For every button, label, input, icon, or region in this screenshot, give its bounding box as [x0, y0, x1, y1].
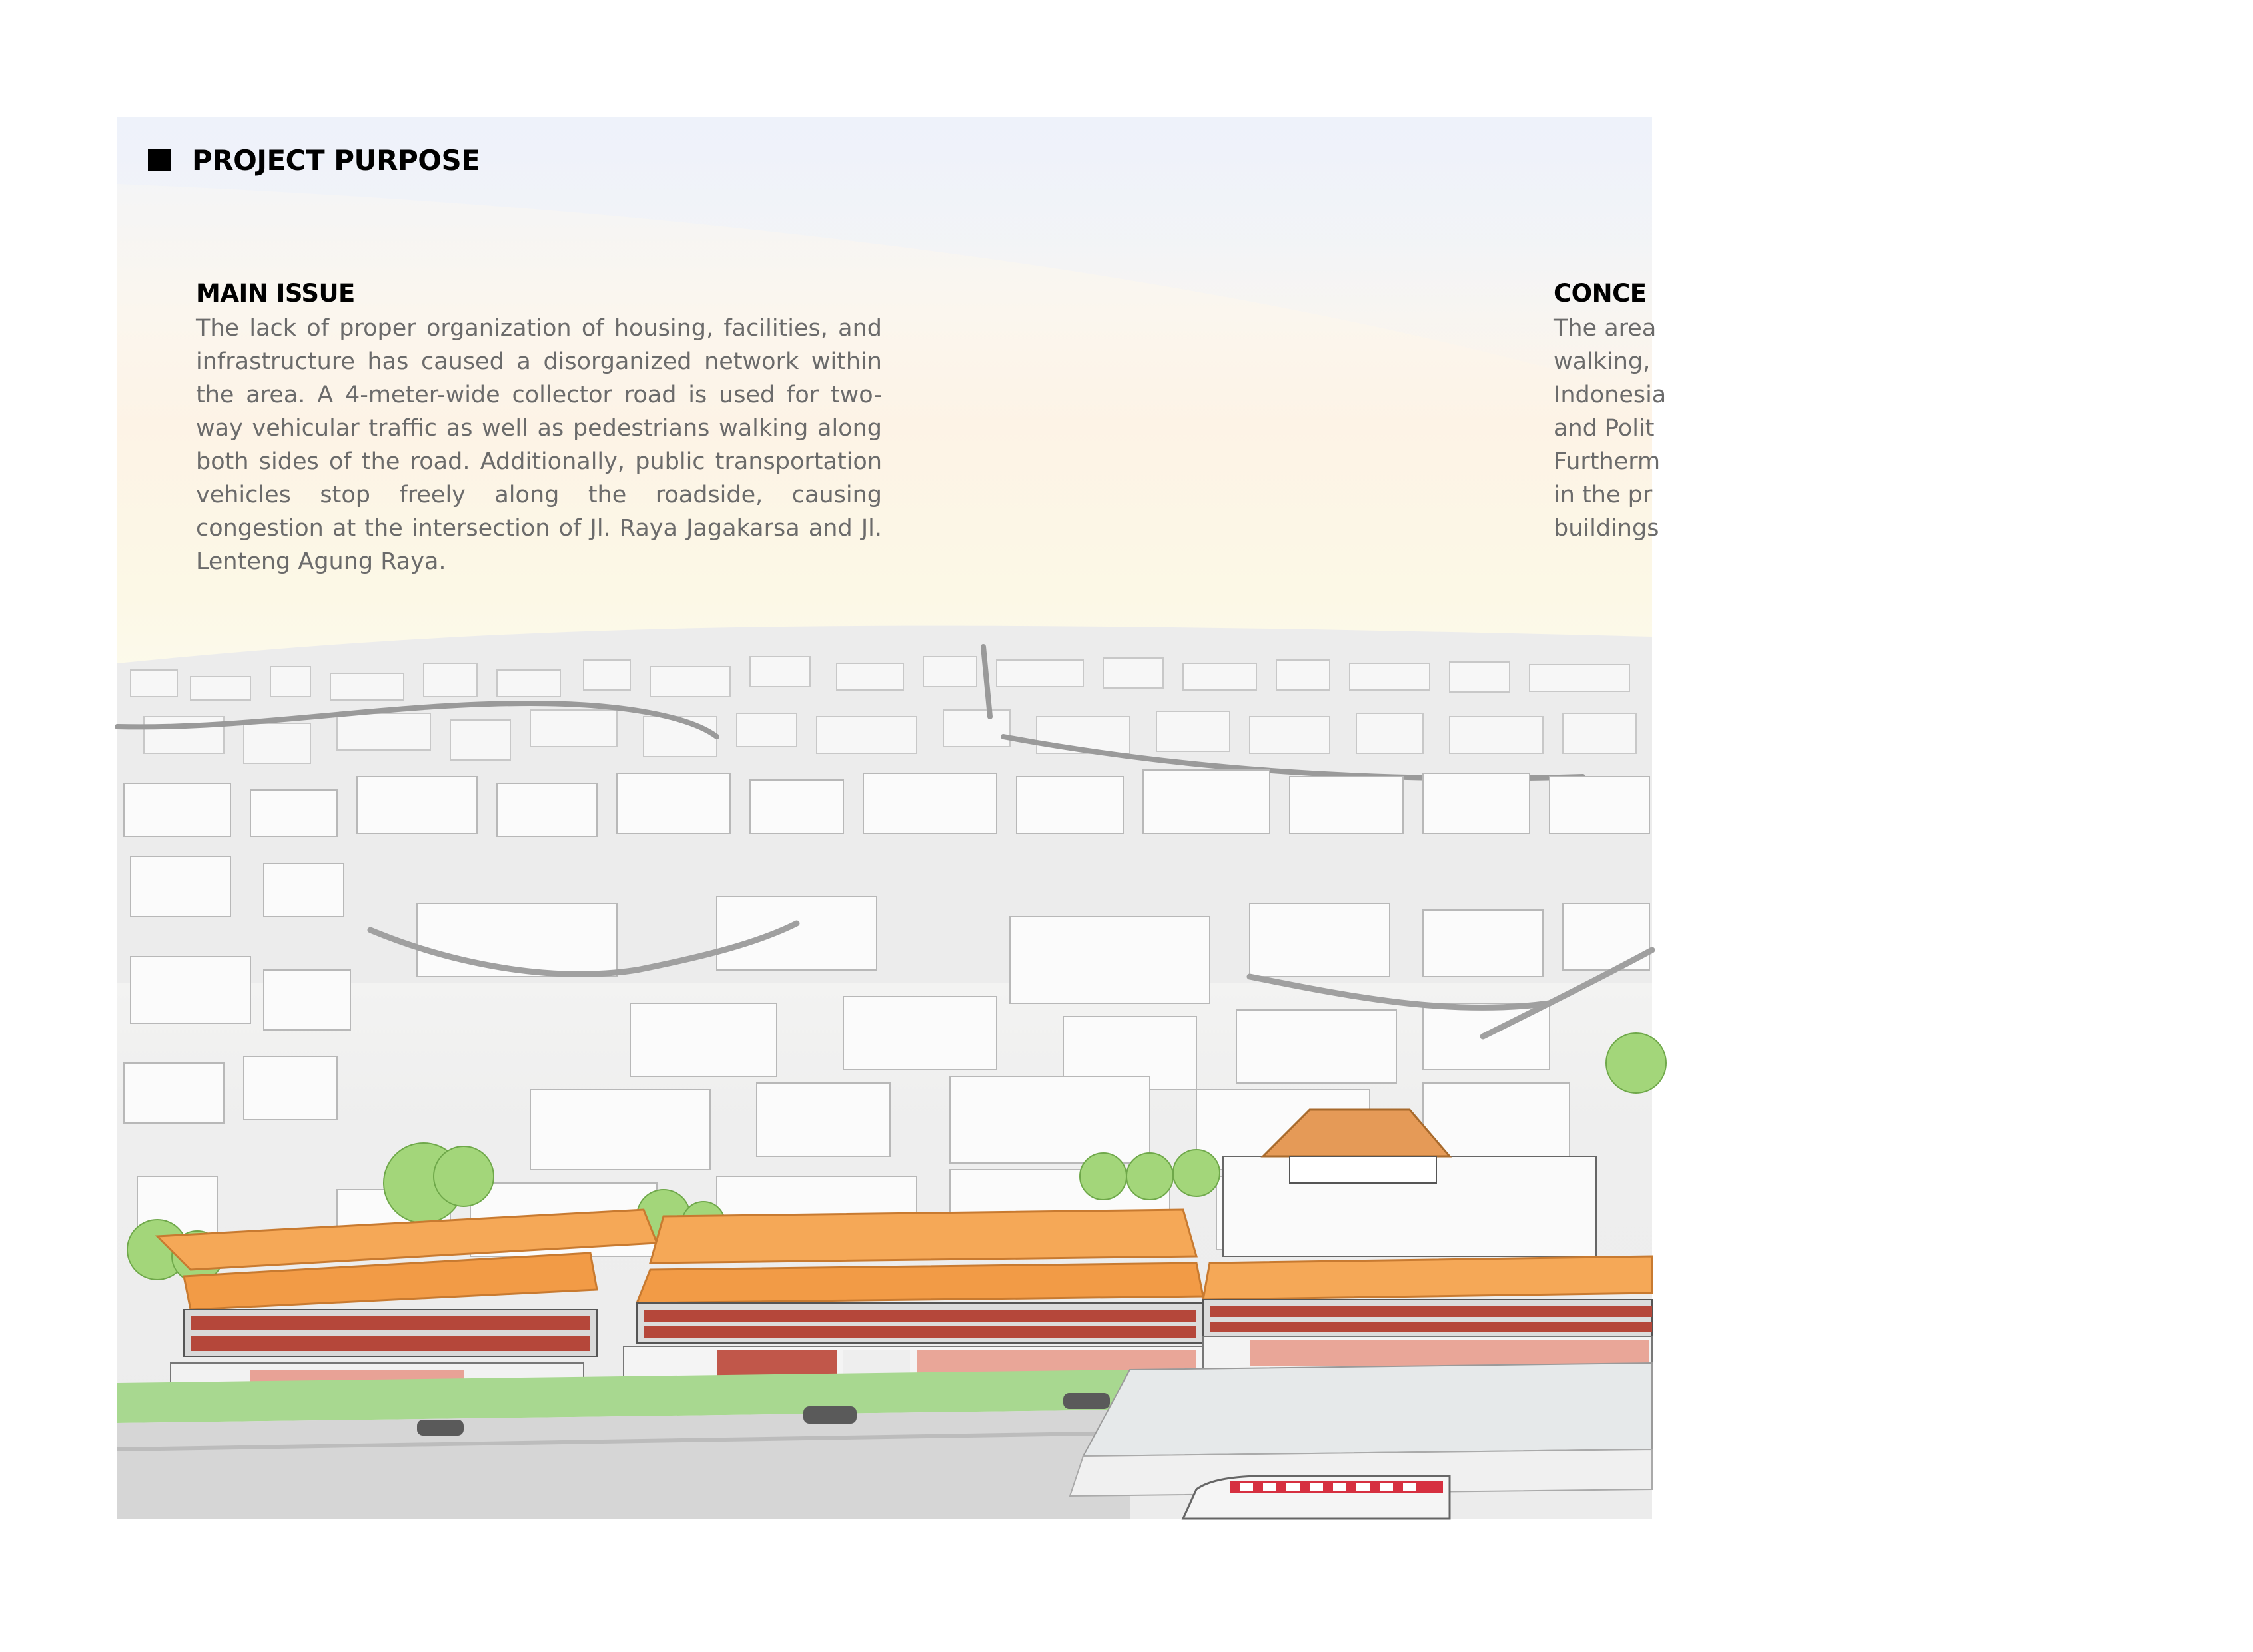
concept-line: Furtherm — [1554, 448, 1661, 475]
main-issue-heading: MAIN ISSUE — [196, 279, 355, 308]
concept-line: The area — [1554, 315, 1657, 342]
train — [1183, 1476, 1450, 1519]
rail-platform — [1083, 1363, 1652, 1456]
concept-line: and Polit — [1554, 415, 1655, 442]
concept-line: Indonesia — [1554, 382, 1667, 408]
section-title-text: PROJECT PURPOSE — [192, 143, 480, 177]
main-issue-block — [196, 278, 882, 578]
project-purpose-panel — [117, 117, 1667, 1519]
station-building-right — [1203, 1110, 1652, 1373]
concept-block — [1554, 278, 2253, 545]
section-title — [148, 140, 480, 180]
title-bullet-square — [148, 149, 171, 171]
main-issue-body: The lack of proper organization of housing, facilities, and infrastructure has caused a disorganized network within the area. A 4-meter-wide collector road is used for two-way vehicular traffic as well as pedestrians walking along both sides of the road. Additionally, public transportation vehicles stop freely along the roadside, causing congestion at the intersection of Jl. Raya Jagakarsa and Jl. Lenteng Agung Raya. — [196, 315, 882, 575]
concept-heading: CONCE — [1554, 279, 1647, 308]
concept-line: buildings — [1554, 515, 1659, 542]
road — [117, 1410, 1130, 1519]
concept-line: walking, — [1554, 348, 1651, 375]
concept-line: in the pr — [1554, 482, 1653, 508]
